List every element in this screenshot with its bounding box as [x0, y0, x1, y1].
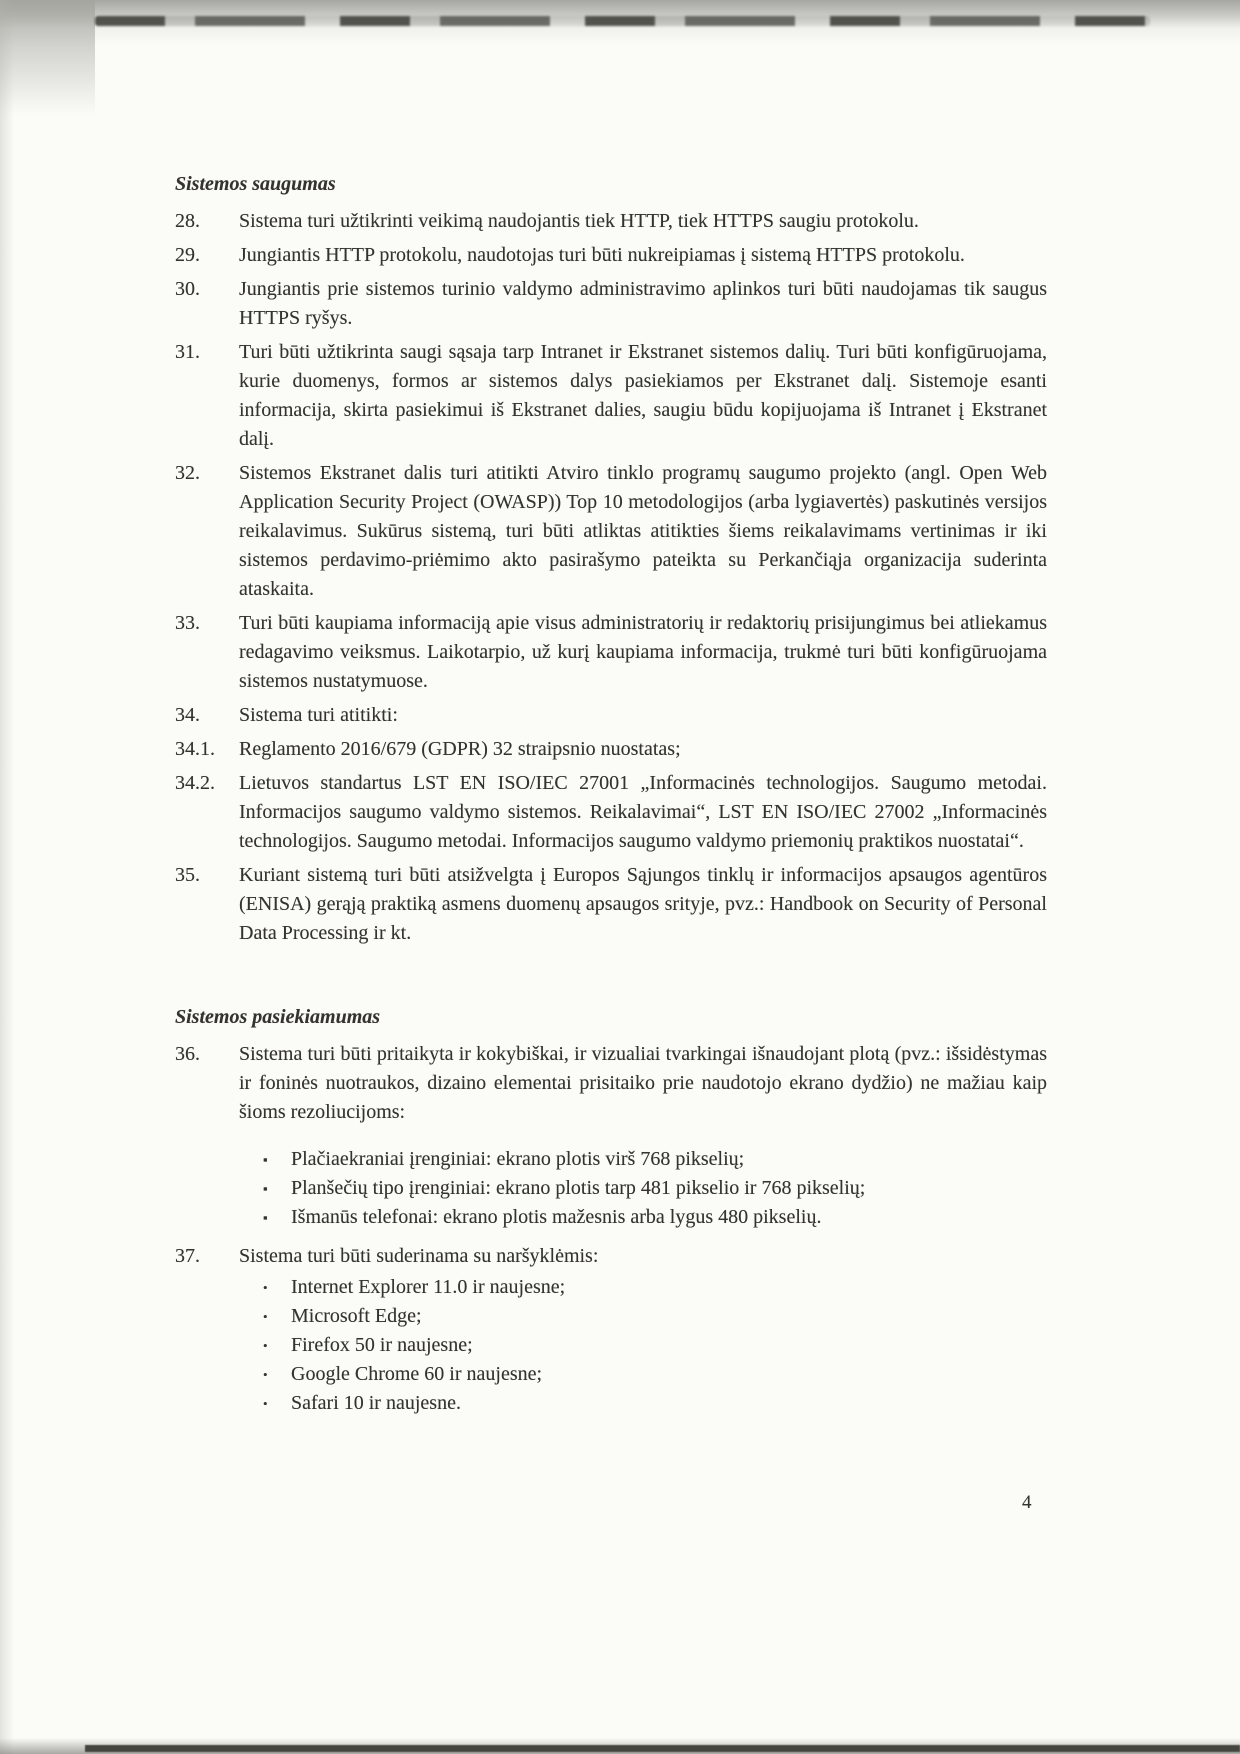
item-text: Jungiantis HTTP protokolu, naudotojas turi būti nukreipiamas į sistemą HTTPS protokolu.	[239, 244, 965, 266]
item-text: Sistema turi užtikrinti veikimą naudojantis tiek HTTP, tiek HTTPS saugiu protokolu.	[239, 210, 919, 232]
section-heading-sistemos-pasiekiamumas: Sistemos pasiekiamumas	[175, 1006, 381, 1028]
item-text: Sistema turi būti suderinama su naršyklėmis:	[239, 1245, 599, 1267]
bullet-text: Google Chrome 60 ir naujesne;	[291, 1363, 543, 1385]
bullet-text: Internet Explorer 11.0 ir naujesne;	[291, 1276, 566, 1298]
bullet-item	[263, 1302, 1047, 1331]
square-bullet-icon: ▪	[263, 1181, 268, 1196]
item-text: Lietuvos standartus LST EN ISO/IEC 27001 „Informacinės technologijos. Saugumo metodai. Informacijos saugumo valdymo sistemos. Reikalavimai“, LST EN ISO/IEC 27002 „Informacinės technologijos. Saugumo metodai. Informacijos saugumo valdymo priemonių praktikos nuostatai“.	[239, 772, 1047, 852]
scan-artifact-bottom-line	[85, 1745, 1240, 1752]
bullet-text: Išmanūs telefonai: ekrano plotis mažesnis arba lygus 480 pikselių.	[291, 1206, 822, 1228]
item-text: Sistema turi atitikti:	[239, 704, 398, 726]
item-text: Turi būti kaupiama informaciją apie visus administratorių ir redaktorių prisijungimus bei atliekamus redagavimo veiksmus. Laikotarpio, už kurį kaupiama informacija, trukmė turi būti konfigūruojama sistemos nustatymuose.	[239, 612, 1047, 692]
document-content	[175, 170, 1047, 1418]
list-item-34-1	[175, 735, 1047, 764]
item-text: Sistema turi būti pritaikyta ir kokybiškai, ir vizualiai tvarkingai išnaudojant plotą (pvz.: išsidėstymas ir foninės nuotraukos, dizaino elementai prisitaiko prie naudotojo ekrano dydžio) ne mažiau kaip šioms rezoliucijoms:	[239, 1043, 1047, 1123]
list-item-37	[175, 1242, 1047, 1271]
list-item-32	[175, 459, 1047, 604]
list-item-34	[175, 701, 1047, 730]
item-text: Reglamento 2016/679 (GDPR) 32 straipsnio nuostatas;	[239, 738, 681, 760]
bullet-text: Firefox 50 ir naujesne;	[291, 1334, 473, 1356]
item-number: 32.	[175, 462, 200, 484]
round-bullet-icon: •	[263, 1396, 268, 1411]
item-number: 35.	[175, 864, 200, 886]
item-number: 34.1.	[175, 738, 215, 760]
list-item-34-2	[175, 769, 1047, 856]
list-item-33	[175, 609, 1047, 696]
item-number: 34.	[175, 704, 200, 726]
item-number: 28.	[175, 210, 200, 232]
item-number: 30.	[175, 278, 200, 300]
bullet-item	[263, 1273, 1047, 1302]
list-item-30	[175, 275, 1047, 333]
item-number: 29.	[175, 244, 200, 266]
item-number: 37.	[175, 1245, 200, 1267]
section-heading-sistemos-saugumas: Sistemos saugumas	[175, 173, 336, 195]
bullet-item	[263, 1389, 1047, 1418]
bullet-text: Plačiaekraniai įrenginiai: ekrano plotis virš 768 pikselių;	[291, 1148, 745, 1170]
list-item-36	[175, 1040, 1047, 1127]
item-text: Sistemos Ekstranet dalis turi atitikti Atviro tinklo programų saugumo projekto (angl. Open Web Application Security Project (OWASP)) Top 10 metodologijos (arba lygiavertės) paskutinės versijos reikalavimus. Sukūrus sistemą, turi būti atliktas atitikties šiems reikalavimams vertinimas ir iki sistemos perdavimo-priėmimo akto pasirašymo pateikta su Perkančiąja organizacija suderinta ataskaita.	[239, 462, 1047, 600]
bullet-text: Microsoft Edge;	[291, 1305, 422, 1327]
list-item-35	[175, 861, 1047, 948]
item-text: Jungiantis prie sistemos turinio valdymo administravimo aplinkos turi būti naudojamas tik saugus HTTPS ryšys.	[239, 278, 1047, 329]
bullet-item	[263, 1360, 1047, 1389]
item-number: 33.	[175, 612, 200, 634]
scan-artifact-top-left-corner	[0, 0, 95, 115]
bullet-text: Planšečių tipo įrenginiai: ekrano plotis tarp 481 pikselio ir 768 pikselių;	[291, 1177, 866, 1199]
list-item-28	[175, 207, 1047, 236]
bullet-item	[263, 1174, 1047, 1203]
item-text: Turi būti užtikrinta saugi sąsaja tarp Intranet ir Ekstranet sistemos dalių. Turi būti konfigūruojama, kurie duomenys, formos ar sistemos dalys pasiekiamos per Ekstranet dalį. Sistemoje esanti informacija, skirta pasiekimui iš Ekstranet dalies, saugiu būdu kopijuojama iš Intranet į Ekstranet dalį.	[239, 341, 1047, 450]
bullet-item	[263, 1203, 1047, 1232]
item-number: 31.	[175, 341, 200, 363]
round-bullet-icon: •	[263, 1338, 268, 1353]
list-item-29	[175, 241, 1047, 270]
browser-bullet-list	[175, 1273, 1047, 1418]
page-number: 4	[1022, 1492, 1032, 1513]
round-bullet-icon: •	[263, 1309, 268, 1324]
item-number: 36.	[175, 1043, 200, 1065]
round-bullet-icon: •	[263, 1367, 268, 1382]
resolution-bullet-list	[175, 1145, 1047, 1232]
scan-artifact-left-edge	[0, 0, 14, 1754]
item-text: Kuriant sistemą turi būti atsižvelgta į Europos Sąjungos tinklų ir informacijos apsaugos agentūros (ENISA) gerąją praktiką asmens duomenų apsaugos srityje, pvz.: Handbook on Security of Personal Data Processing ir kt.	[239, 864, 1047, 944]
bullet-item	[263, 1145, 1047, 1174]
list-item-31	[175, 338, 1047, 454]
scan-artifact-top-streak	[95, 16, 1150, 26]
square-bullet-icon: ▪	[263, 1210, 268, 1225]
item-number: 34.2.	[175, 772, 215, 794]
bullet-text: Safari 10 ir naujesne.	[291, 1392, 461, 1414]
square-bullet-icon: ▪	[263, 1152, 268, 1167]
round-bullet-icon: •	[263, 1280, 268, 1295]
bullet-item	[263, 1331, 1047, 1360]
